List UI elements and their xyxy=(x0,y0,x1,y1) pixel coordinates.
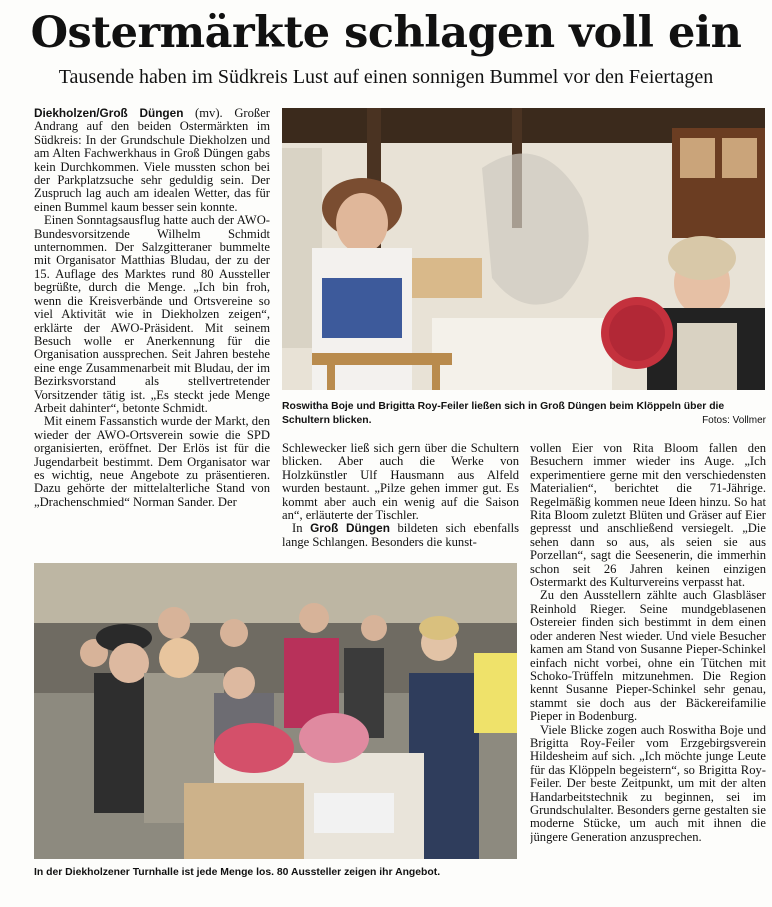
photo-lace-making xyxy=(282,108,765,390)
paragraph-7: Zu den Ausstellern zählte auch Glasbläser Reinhold Rieger. Seine mundgeblasenen Ostereier finden sich bestimmt in dem einen oder anderen Nest wieder. Und viele Besucher kamen am Stand von Susanne Pieper-Schinkel einfach nicht vorbei, ohne ein Tütchen mit Schoko-Trüffeln mitzunehmen. Die Region kennt Susanne Pieper-Schinkel sehr genau, stammt sie doch aus der Bäckereifamilie Pieper in Bodenburg. xyxy=(530,588,766,724)
paragraph-2: Einen Sonntagsausflug hatte auch der AWO-Bundesvorsitzende Wilhelm Schmidt unternommen. Der Salzgitteraner bummelte mit Organisator Matthias Bludau, der zu der 15. Auflage des Marktes rund 80 Aussteller begrüßte, durch die Menge. „Ich bin froh, wenn die Kreisverbände und Ortsvereine so viel Aktivität wie in Diekholzen zeigen“, erklärte der AWO-Präsident. Mit seinem Besuch wolle er Anerkennung für die Organisation aussprechen. Seit Jahren bestehe eine enge Zusammenarbeit mit Bludau, der im Bezirksvorstand als stellvertretender Vorsitzender tätig ist. „Es steckt jede Menge Arbeit dahinter“, betonte Schmidt. xyxy=(34,213,270,415)
paragraph-4: Schlewecker ließ sich gern über die Schultern blicken. Aber auch die Werke von Holzkünstler Ulf Hausmann aus Alfeld wurden bestaunt. „Pilze gehen immer gut. Es kommt aber auch ein wenig auf die Saison an“, erläuterte der Tischler. xyxy=(282,442,519,523)
paragraph-3: Mit einem Fassanstich wurde der Markt, den wieder der AWO-Ortsverein sowie die SPD organisierten, eröffnet. Der Erlös ist für die Jugendarbeit bestimmt. Dem Organisator war es wichtig, neue Angebote zu präsentieren. Dazu gehörte der mittelalterliche Stand von „Drachenschmied“ Norman Sander. Der xyxy=(34,414,270,509)
place-name: Groß Düngen xyxy=(310,521,390,536)
photo-market-hall-image xyxy=(34,563,517,859)
photo-bottom-caption: In der Diekholzener Turnhalle ist jede Menge los. 80 Aussteller zeigen ihr Angebot. xyxy=(34,867,441,878)
photo-credit: Fotos: Vollmer xyxy=(702,415,766,426)
photo-lace-making-image xyxy=(282,108,765,390)
paragraph-8: Viele Blicke zogen auch Roswitha Boje und Brigitta Roy-Feiler vom Erzgebirgsverein Hildesheim auf sich. „Ich möchte junge Leute für das Klöppeln begeistern“, so Brigitta Roy-Feiler. Der beste Zeitpunkt, um mit der alten Handarbeitstechnik zu beginnen, sei im Grundschulalter. Besonders gerne gestalten sie moderne Stücke, um auch mit ihnen die jüngere Generation anzusprechen. xyxy=(530,722,766,844)
paragraph-6: vollen Eier von Rita Bloom fallen den Besuchern immer wieder ins Auge. „Ich experimentiere gerne mit den verschiedensten Materialien“, berichtet die 71-Jährige. Regelmäßig kommen neue Ideen hinzu. So hat Rita Bloom zuletzt Blüten und Gräser auf Eier gepresst und anschließend versiegelt. „Die sehen dann so aus, als seien sie aus Porzellan“, sagt die Seesenerin, die immerhin schon seit 26 Jahren keinen einzigen Ostermarkt des Kulturvereins verpasst hat. xyxy=(530,442,766,590)
photo-market-hall xyxy=(34,563,517,859)
photo-top-caption: Roswitha Boje und Brigitta Roy-Feiler ließen sich in Groß Düngen beim Klöppeln über die Schultern blicken. xyxy=(282,401,725,426)
dateline: Diekholzen/Groß Düngen xyxy=(34,107,184,120)
paragraph-5-text: bildeten sich ebenfalls lange Schlangen. Besonders die kunst- xyxy=(282,521,519,549)
author-tag: (mv). xyxy=(195,107,223,120)
headline: Ostermärkte schlagen voll ein xyxy=(30,8,742,58)
paragraph-1 xyxy=(34,107,270,214)
text-column-3 xyxy=(530,442,766,887)
text-column-2 xyxy=(282,442,519,552)
paragraph-1-text: Großer Andrang auf den beiden Ostermärkten im Südkreis: In der Grundschule Diekholzen und am Alten Fachwerkhaus in Groß Düngen gabs kein Durchkommen. Viele mussten schon bei der Parkplatzsuche sehr geduldig sein. Der Zuspruch lag auch am idealen Wetter, das für einen Bummel kaum besser sein konnte. xyxy=(34,107,270,214)
subheadline: Tausende haben im Südkreis Lust auf einen sonnigen Bummel vor den Feiertagen xyxy=(58,66,714,88)
paragraph-5 xyxy=(282,522,519,549)
paragraph-5-prefix: In xyxy=(292,521,303,536)
text-column-1 xyxy=(34,107,270,557)
